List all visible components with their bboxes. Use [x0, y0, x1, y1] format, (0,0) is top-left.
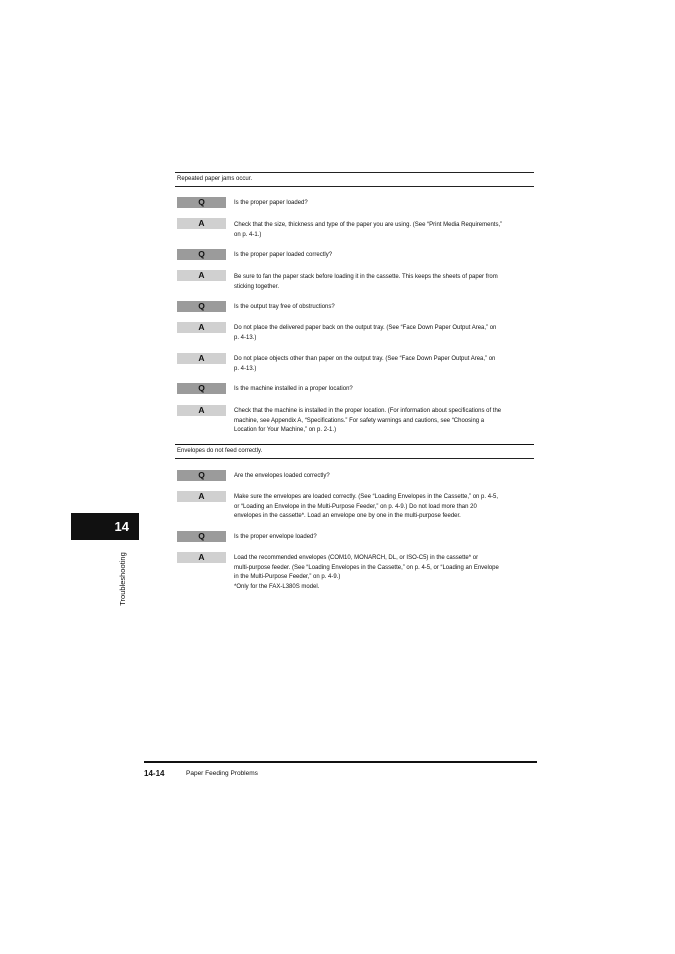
footer-rule: [144, 761, 537, 763]
answer-line: on p. 4-1.): [234, 231, 262, 238]
answer-tag: A: [177, 552, 226, 563]
answer-text: [234, 273, 536, 292]
answer-line: p. 4-13.): [234, 365, 257, 372]
answer-line: p. 4-13.): [234, 334, 257, 341]
question-text: Are the envelopes loaded correctly?: [234, 473, 330, 479]
answer-line: or “Loading an Envelope in the Multi-Purpose Feeder,” on p. 4-9.) Do not load more than 20: [234, 503, 477, 510]
question-text: Is the output tray free of obstructions?: [234, 304, 335, 310]
answer-line: Location for Your Machine,” on p. 2-1.): [234, 427, 337, 434]
question-text: Is the machine installed in a proper location?: [234, 386, 353, 392]
question-tag: Q: [177, 531, 226, 542]
section-heading: Envelopes do not feed correctly.: [177, 448, 263, 454]
answer-line: machine, see Appendix A, “Specifications.” For safety warnings and cautions, see “Choosing a: [234, 417, 485, 424]
answer-line: sticking together.: [234, 283, 280, 290]
page-number: 14-14: [144, 769, 165, 778]
answer-line: envelopes in the cassette*. Load an envelope one by one in the multi-purpose feeder.: [234, 513, 461, 520]
section-bottom-rule: [175, 458, 534, 459]
question-tag: Q: [177, 383, 226, 394]
answer-text: [234, 355, 536, 374]
answer-line: in the Multi-Purpose Feeder,” on p. 4-9.): [234, 574, 341, 581]
answer-line: Check that the size, thickness and type of the paper you are using. (See “Print Media Requirements,”: [234, 222, 503, 228]
question-text: Is the proper paper loaded correctly?: [234, 252, 333, 258]
answer-line: Do not place the delivered paper back on the output tray. (See “Face Down Paper Output Area,” on: [234, 325, 497, 331]
answer-text: [234, 407, 536, 436]
answer-text: [234, 221, 536, 240]
question-tag: Q: [177, 301, 226, 312]
question-tag: Q: [177, 470, 226, 481]
answer-line: Make sure the envelopes are loaded correctly. (See “Loading Envelopes in the Cassette,” on p. 4-5,: [234, 494, 499, 500]
answer-text: [234, 493, 536, 522]
answer-line: Do not place objects other than paper on the output tray. (See “Face Down Paper Output Area,” on: [234, 356, 496, 362]
footnote: *Only for the FAX-L380S model.: [234, 583, 320, 590]
footer-title: Paper Feeding Problems: [186, 770, 258, 777]
answer-tag: A: [177, 491, 226, 502]
answer-line: Check that the machine is installed in the proper location. (For information about specifications of the: [234, 408, 502, 414]
chapter-side-label: Troubleshooting: [118, 552, 127, 606]
answer-line: multi-purpose feeder. (See “Loading Envelopes in the Cassette,” on p. 4-5, or “Loading an Envelope: [234, 564, 499, 571]
chapter-tab: 14: [71, 513, 139, 540]
question-tag: Q: [177, 249, 226, 260]
answer-text: [234, 554, 536, 592]
answer-tag: A: [177, 353, 226, 364]
answer-line: Be sure to fan the paper stack before loading it in the cassette. This keeps the sheets of paper from: [234, 274, 498, 280]
question-tag: Q: [177, 197, 226, 208]
section-heading: Repeated paper jams occur.: [177, 176, 253, 182]
section-bottom-rule: [175, 186, 534, 187]
question-text: Is the proper paper loaded?: [234, 200, 308, 206]
answer-tag: A: [177, 270, 226, 281]
answer-tag: A: [177, 322, 226, 333]
answer-text: [234, 324, 536, 343]
question-text: Is the proper envelope loaded?: [234, 534, 317, 540]
answer-line: Load the recommended envelopes (COM10, MONARCH, DL, or ISO-C5) in the cassette* or: [234, 555, 479, 561]
answer-tag: A: [177, 218, 226, 229]
answer-tag: A: [177, 405, 226, 416]
